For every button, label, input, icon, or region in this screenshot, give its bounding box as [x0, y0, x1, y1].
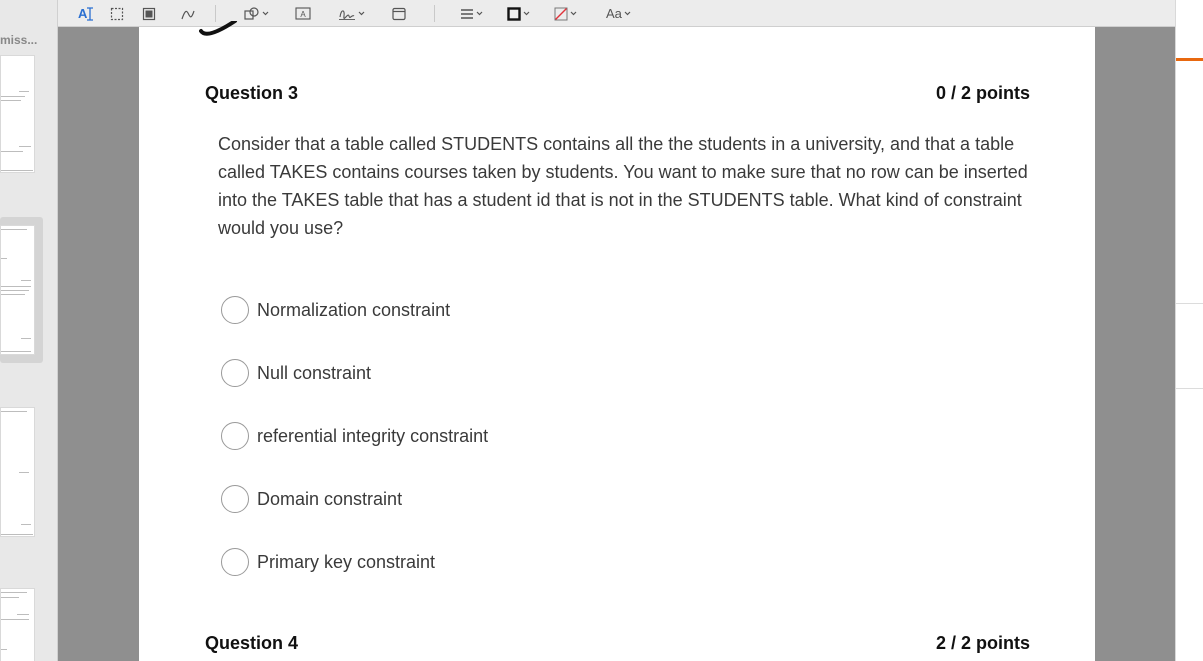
chevron-down-icon [476, 11, 483, 16]
question-4-title: Question 4 [205, 633, 299, 653]
rect-selection-button[interactable] [110, 4, 124, 23]
rect-selection-icon [110, 7, 124, 21]
line-style-button[interactable] [460, 4, 483, 23]
text-style-icon: Aa [606, 6, 622, 21]
chevron-down-icon [570, 11, 577, 16]
text-selection-button[interactable] [78, 4, 93, 23]
answer-option-normalization[interactable] [221, 295, 450, 325]
accent-bar [1176, 58, 1203, 61]
option-label: Primary key constraint [257, 551, 436, 572]
radio-button[interactable] [221, 422, 249, 450]
answer-option-null[interactable] [221, 358, 371, 388]
redact-button[interactable] [142, 4, 156, 23]
panel-divider [1176, 388, 1203, 389]
text-selection-icon: A [78, 6, 88, 21]
document-page [139, 27, 1095, 661]
answer-option-domain[interactable] [221, 484, 402, 514]
option-label: Null constraint [257, 362, 372, 383]
sketch-icon [180, 7, 196, 21]
border-color-icon [507, 7, 521, 21]
sketch-button[interactable] [180, 4, 196, 23]
fill-color-button[interactable] [554, 4, 577, 23]
page-thumbnail-1[interactable] [0, 55, 35, 173]
svg-text:A: A [300, 10, 306, 19]
question-3-title: Question 3 [205, 83, 299, 103]
line-style-icon [460, 8, 474, 20]
radio-button[interactable] [221, 296, 249, 324]
toolbar-separator [215, 5, 216, 22]
radio-button[interactable] [221, 359, 249, 387]
ink-annotation [199, 21, 249, 41]
thumbnail-sidebar [0, 0, 58, 661]
panel-divider [1176, 303, 1203, 304]
text-box-button[interactable] [295, 4, 311, 23]
right-panel [1175, 0, 1203, 661]
signature-button[interactable] [338, 4, 365, 23]
shapes-icon [244, 7, 260, 21]
radio-button[interactable] [221, 485, 249, 513]
fill-color-icon [554, 7, 568, 21]
border-color-button[interactable] [507, 4, 530, 23]
text-cursor-icon [87, 7, 93, 21]
page-view-button[interactable] [392, 4, 406, 23]
sidebar-title: miss... [0, 33, 38, 47]
page-thumbnail-4[interactable] [0, 588, 35, 661]
chevron-down-icon [262, 11, 269, 16]
redact-icon [142, 7, 156, 21]
chevron-down-icon [358, 11, 365, 16]
page-thumbnail-2[interactable] [0, 225, 35, 355]
answer-option-primary-key[interactable] [221, 547, 435, 577]
answer-option-referential-integrity[interactable] [221, 421, 488, 451]
option-label: Domain constraint [257, 488, 403, 509]
text-box-icon [295, 7, 311, 20]
signature-icon [338, 7, 356, 21]
question-3-text: Consider that a table called STUDENTS contains all the the students in a university, and that a table called TAKES contains courses taken by students. You want to make sure that no row can be inserted into the TAKES table that has a student id that is not in the STUDENTS table. What kind of constraint would you use? [218, 134, 1028, 238]
option-label: Normalization constraint [257, 299, 451, 320]
chevron-down-icon [624, 11, 631, 16]
question-4-points: 2 / 2 points [935, 633, 1030, 653]
page-thumbnail-3[interactable] [0, 407, 35, 537]
toolbar-separator [434, 5, 435, 22]
radio-button[interactable] [221, 548, 249, 576]
text-style-button[interactable] [606, 4, 631, 23]
page-view-icon [392, 7, 406, 21]
question-3-points: 0 / 2 points [935, 83, 1030, 103]
chevron-down-icon [523, 11, 530, 16]
option-label: referential integrity constraint [257, 425, 489, 446]
